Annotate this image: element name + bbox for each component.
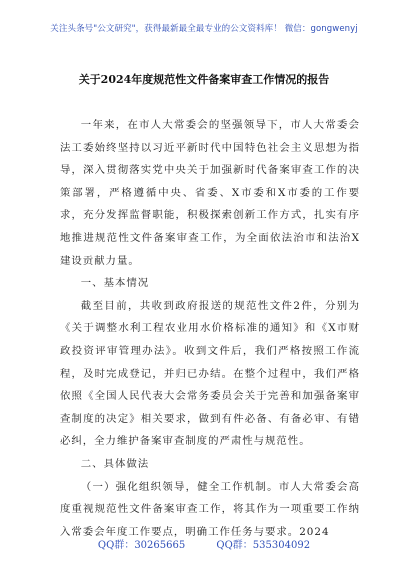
section-heading-basic: 一、基本情况 bbox=[80, 277, 150, 290]
intro-paragraph: 一年来，在市人大常委会的坚强领导下，市人大常委会法工委始终坚持以习近平新时代中国特色社会主义思想为指导，深入贯彻落实党中央关于加强新时代备案审查工作的决策部署，严格遵循中央、省委、X市委和X市委的工作要求，充分发挥监督职能，积极探索创新工作方式，扎实有序地推进规范性文件备案审查工作，为全面依法治市和法治X建设贡献力量。 bbox=[60, 119, 360, 267]
qq-group-1: QQ群：30265665 bbox=[97, 540, 186, 551]
promo-banner: 关注头条号"公文研究"，获得最新最全最专业的公文资料库！ 微信：gongwenyj bbox=[50, 24, 358, 34]
qq-group-2: QQ群：535304092 bbox=[216, 540, 311, 551]
footer-qq-groups bbox=[0, 536, 408, 551]
basic-situation-paragraph: 截至目前，共收到政府报送的规范性文件2件，分别为《关于调整水利工程农业用水价格标准的通知》和《X市财政投资评审管理办法》。收到文件后，我们严格按照工作流程，及时完成登记，并归已办结。在整个过程中，我们严格依照《全国人民代表大会常务委员会关于完善和加强备案审查制度的决定》相关要求，做到有件必备、有备必审、有错必纠，全力维护备案审查制度的严肃性与规范性。 bbox=[60, 299, 360, 448]
section-heading-practices: 二、具体做法 bbox=[80, 457, 150, 470]
practices-paragraph: （一）强化组织领导，健全工作机制。市人大常委会高度重视规范性文件备案审查工作，将其作为一项重要工作纳入常委会年度工作要点，明确工作任务与要求。2024 bbox=[60, 480, 360, 538]
document-title: 关于2024年度规范性文件备案审查工作情况的报告 bbox=[78, 73, 330, 86]
document-body bbox=[60, 114, 360, 543]
